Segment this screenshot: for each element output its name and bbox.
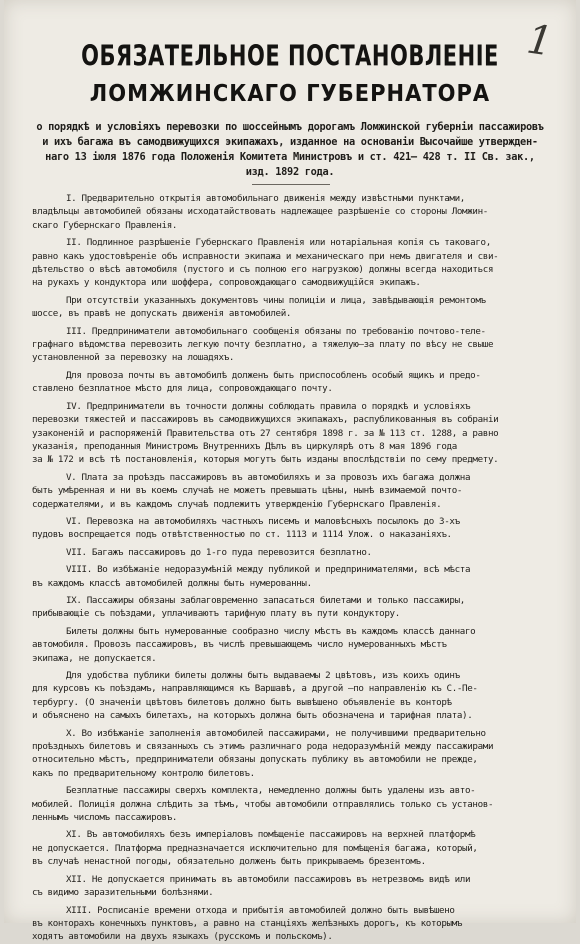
paragraph <box>32 515 550 542</box>
paragraph-line: VI. Перевозка на автомобиляхъ частныхъ писемъ и маловѣсныхъ посылокъ до 3-хъ <box>66 515 460 527</box>
paragraph <box>32 192 550 232</box>
document-body <box>32 188 550 944</box>
paragraph-line: XII. Не допускается принимать въ автомобили пассажировъ въ нетрезвомъ видѣ или <box>66 873 471 885</box>
paragraph-line: ставлено безплатное мѣсто для лица, сопровождающаго почту. <box>32 383 333 395</box>
paragraph-line: для курсовъ къ поѣздамъ, направляющимся къ Варшавѣ, а другой —по направленію къ С.-Пе- <box>32 683 478 695</box>
paragraph <box>32 236 550 290</box>
paragraph-line: шоссе, въ правѣ не допускать движенія автомобилей. <box>32 308 292 320</box>
paragraph <box>32 904 550 944</box>
paragraph-line: III. Предприниматели автомобильнаго сообщенія обязаны по требованію почтово-теле- <box>66 325 486 337</box>
paragraph-line: Билеты должны быть нумерованные сообразно числу мѣстъ въ каждомъ классѣ даннаго <box>66 625 476 637</box>
page-number: 1 <box>523 16 556 66</box>
paragraph <box>32 471 550 511</box>
title-line-2: ЛОМЖИНСКАГО ГУБЕРНАТОРА <box>89 80 491 107</box>
paragraph-line: Для удобства публики билеты должны быть выдаваемы 2 цвѣтовъ, изъ коихъ одинъ <box>66 670 460 681</box>
paragraph-line: относительно мѣстъ, предприниматели обязаны допускать публику въ автомобили не прежде, <box>32 754 478 766</box>
paragraph-line: XI. Въ автомобиляхъ безъ имперіаловъ помѣщеніе пассажировъ на верхней платформѣ <box>66 829 476 841</box>
paragraph-line: VIII. Во избѣжаніе недоразумѣній между публикой и предпринимателями, всѣ мѣста <box>66 564 471 576</box>
paragraph-line: въ случаѣ ненастной погоды, обязательно долженъ быть прикрываемъ брезентомъ. <box>32 856 426 868</box>
paragraph-line: перевозки тяжестей и пассажировъ въ самодвижущихся экипажахъ, распубликованныя въ собраніи <box>32 414 499 426</box>
paragraph-line: въ конторахъ конечныхъ пунктовъ, а равно на станціяхъ желѣзныхъ дорогъ, къ которымъ <box>32 917 463 929</box>
paragraph-line: автомобиля. Провозъ пассажировъ, въ числѣ превышающемъ число нумерованныхъ мѣстъ <box>32 639 447 651</box>
subtitle-line: о порядкѣ и условіяхъ перевозки по шоссейнымъ дорогамъ Ломжинской губерніи пассажировъ <box>36 121 544 133</box>
paragraph-line: узаконеній и распоряженій Правительства отъ 27 сентября 1898 г. за № 113 ст. 1288, а равно <box>32 427 499 439</box>
document-page <box>4 0 576 943</box>
paragraph-line: быть умѣренная и ни въ коемъ случаѣ не можетъ превышать цѣны, нынѣ взимаемой почто- <box>32 485 463 497</box>
paragraph-line: содержателями, и въ каждомъ случаѣ подлежитъ утвержденію Губернскаго Правленія. <box>32 498 442 510</box>
paragraph-line: на рукахъ у кондуктора или шоффера, сопровождающаго самодвижущійся экипажъ. <box>32 277 421 289</box>
paragraph-line: При отсутствіи указанныхъ документовъ чины полиціи и лица, завѣдывающія ремонтомъ <box>66 294 486 306</box>
title-line-1: ОБЯЗАТЕЛЬНОЕ ПОСТАНОВЛЕНІЕ <box>81 40 499 73</box>
paragraph-line: экипажа, не допускается. <box>32 652 157 664</box>
paragraph-line: владѣльцы автомобилей обязаны исходатайствовать надлежащее разрѣшеніе со стороны Ломжин- <box>32 206 488 218</box>
paragraph-line: графнаго вѣдомства перевозить легкую почту безплатно, а тяжелую—за плату по вѣсу не свыше <box>32 339 494 351</box>
paragraph-line: леннымъ числомъ пассажировъ. <box>32 812 178 824</box>
subtitle-line: наго 13 іюля 1876 года Положенія Комитета Министровъ и ст. 421— 428 т. II Св. зак., <box>45 151 535 163</box>
paragraph-line: скаго Губернскаго Правленія. <box>32 219 178 231</box>
paragraph-line: проѣздныхъ билетовъ и связанныхъ съ этимъ различнаго рода недоразумѣній между пассажирами <box>32 741 494 753</box>
paragraph-line: II. Подлинное разрѣшеніе Губернскаго Правленія или нотаріальная копія съ таковаго, <box>66 237 491 249</box>
paragraph-line: и объяснено на самыхъ билетахъ, на которыхъ должна быть обозначена и тарифная плата). <box>32 710 473 722</box>
subtitle-line: изд. 1892 года. <box>245 166 335 178</box>
paragraph-line: не допускается. Платформа предназначается исключительно для помѣщенія багажа, который, <box>32 842 478 854</box>
paragraph-line: ходятъ автомобили на двухъ языкахъ (русскомъ и польскомъ). <box>32 931 333 943</box>
paragraph <box>32 369 550 396</box>
paragraph-line: равно какъ удостовѣреніе объ исправности экипажа и механическаго при немъ двигателя и сви- <box>32 250 499 262</box>
paragraph-line: VII. Багажъ пассажировъ до 1-го пуда перевозится безплатно. <box>66 546 372 558</box>
paragraph-line: V. Плата за проѣздъ пассажировъ въ автомобиляхъ и за провозъ ихъ багажа должна <box>66 471 471 483</box>
subtitle <box>26 120 554 180</box>
paragraph-line: за № 172 и всѣ тѣ постановленія, которыя могутъ быть изданы впослѣдствіи по сему предмету. <box>32 454 499 466</box>
paragraph-line: пудовъ воспрещается подъ отвѣтственностью по ст. 1113 и 1114 Улож. о наказаніяхъ. <box>32 529 452 541</box>
paragraph-line: XIII. Росписаніе времени отхода и прибытія автомобилей должно быть вывѣшено <box>66 904 455 916</box>
paragraph <box>32 325 550 365</box>
paragraph <box>32 563 550 590</box>
paragraph <box>32 625 550 665</box>
subtitle-line: и ихъ багажа въ самодвижущихся экипажахъ, изданное на основаніи Высочайше утвержден- <box>42 136 538 148</box>
paragraph-line: Безплатные пассажиры сверхъ комплекта, немедленно должны быть удалены изъ авто- <box>66 785 476 797</box>
paragraph <box>32 294 550 321</box>
paragraph-line: тербургу. (О значеніи цвѣтовъ билетовъ должно быть вывѣшено объявленіе въ конторѣ <box>32 696 452 708</box>
paragraph-line: мобилей. Полиція должна слѣдить за тѣмъ, чтобы автомобили отправлялись только съ установ- <box>32 798 494 810</box>
paragraph-line: въ каждомъ классѣ автомобилей должны быть нумерованны. <box>32 577 312 589</box>
paragraph <box>32 828 550 868</box>
paragraph-line: какъ по предварительному контролю билетовъ. <box>32 767 255 779</box>
paragraph-line: I. Предварительно открытія автомобильнаго движенія между извѣстными пунктами, <box>66 193 465 204</box>
paragraph-line: указанія, преподанныя Министромъ Внутреннихъ Дѣлъ въ циркулярѣ отъ 8 мая 1896 года <box>32 440 457 452</box>
paragraph <box>32 594 550 621</box>
paragraph <box>32 873 550 900</box>
paragraph-line: IV. Предприниматели въ точности должны соблюдать правила о порядкѣ и условіяхъ <box>66 400 471 412</box>
paragraph <box>32 546 550 559</box>
paragraph <box>32 400 550 467</box>
paragraph-line: съ видимо заразительными болѣзнями. <box>32 887 214 899</box>
paragraph <box>32 784 550 824</box>
paragraph-line: Для провоза почты въ автомобилѣ долженъ быть приспособленъ особый ящикъ и предо- <box>66 369 481 381</box>
paragraph-line: установленной за перевозку на лошадяхъ. <box>32 352 235 364</box>
paragraph-line: дѣтельство о вѣсѣ автомобиля (пустого и съ полною его нагрузкою) должны всегда находиться <box>32 264 494 276</box>
paragraph <box>32 669 550 723</box>
paragraph-line: прибывающіе съ поѣздами, уплачиваютъ тарифную плату въ пути кондуктору. <box>32 608 400 620</box>
paragraph <box>32 727 550 781</box>
divider <box>252 184 330 185</box>
paragraph-line: X. Во избѣжаніе заполненія автомобилей пассажирами, не получившими предварительно <box>66 727 486 739</box>
paragraph-line: IX. Пассажиры обязаны заблаговременно запасаться билетами и только пассажиры, <box>66 594 465 606</box>
